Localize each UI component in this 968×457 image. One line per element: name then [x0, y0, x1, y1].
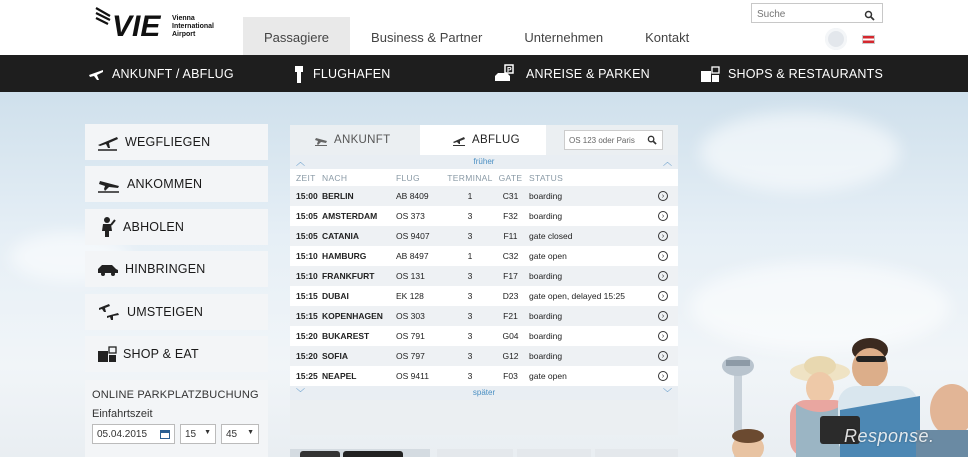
- chevron-down-icon: ▼: [204, 429, 211, 436]
- cell-gate: F17: [503, 271, 518, 281]
- cell-terminal: 3: [467, 271, 473, 281]
- cell-time: 15:15: [296, 291, 318, 301]
- table-row[interactable]: [290, 266, 678, 286]
- header: [0, 0, 968, 55]
- cell-status: boarding: [529, 311, 563, 321]
- pickup-person-icon: [97, 216, 117, 238]
- cell-flight: OS 131: [396, 271, 425, 281]
- departure-icon: [97, 133, 119, 151]
- cell-gate: F03: [503, 371, 518, 381]
- vie-logo-mark: [94, 6, 172, 40]
- sidebar-item-label: SHOP & EAT: [123, 347, 199, 361]
- arrival-icon: [97, 175, 121, 193]
- cell-status: gate open: [529, 371, 567, 381]
- table-row[interactable]: [290, 346, 678, 366]
- cell-to: CATANIA: [322, 231, 359, 241]
- cell-time: 15:10: [296, 251, 318, 261]
- nav-label: FLUGHAFEN: [313, 66, 391, 81]
- cell-gate: D23: [502, 291, 519, 301]
- car-parking-icon: [494, 64, 518, 84]
- chevron-right-icon[interactable]: ›: [658, 211, 668, 221]
- sidebar-item-label: HINBRINGEN: [125, 262, 206, 276]
- table-header: ZEIT NACH FLUG TERMINAL GATE STATUS: [296, 172, 564, 183]
- search-input[interactable]: [752, 6, 857, 24]
- nav-anreise-parken[interactable]: [494, 55, 650, 92]
- flight-panel: [290, 125, 678, 435]
- transfer-icon: [97, 302, 121, 322]
- table-row[interactable]: [290, 286, 678, 306]
- language-globe-icon[interactable]: [825, 28, 847, 50]
- logo-text: VIE: [112, 10, 161, 40]
- cell-gate: G04: [502, 331, 519, 341]
- logo-subtitle: Vienna International Airport: [172, 15, 215, 38]
- sidebar-item-shop-eat[interactable]: [85, 336, 268, 372]
- flight-table: [290, 155, 678, 400]
- cell-gate: F32: [503, 211, 518, 221]
- table-row[interactable]: [290, 306, 678, 326]
- table-row[interactable]: [290, 366, 678, 386]
- cell-time: 15:15: [296, 311, 318, 321]
- cell-time: 15:05: [296, 231, 318, 241]
- cell-gate: F21: [503, 311, 518, 321]
- site-search: [751, 3, 883, 23]
- sidebar-item-ankommen[interactable]: [85, 166, 268, 202]
- cell-time: 15:20: [296, 331, 318, 341]
- tab-ankunft[interactable]: ANKUNFT: [314, 125, 414, 155]
- cell-to: HAMBURG: [322, 251, 367, 261]
- nav-label: ANKUNFT / ABFLUG: [112, 66, 234, 81]
- promo-device: [300, 451, 340, 457]
- promo-strip: [437, 449, 513, 457]
- table-row[interactable]: [290, 206, 678, 226]
- cell-terminal: 1: [467, 251, 473, 261]
- response-watermark: Response.: [844, 426, 935, 446]
- chevron-up-icon[interactable]: ︿: [662, 157, 672, 167]
- cell-status: boarding: [529, 191, 563, 201]
- airplane-icon: [88, 67, 104, 81]
- cell-status: boarding: [529, 351, 563, 361]
- cell-terminal: 3: [467, 311, 473, 321]
- tab-business-partner[interactable]: Business & Partner: [371, 30, 483, 45]
- cell-flight: OS 9411: [396, 371, 429, 381]
- cell-time: 15:10: [296, 271, 318, 281]
- cell-to: NEAPEL: [322, 371, 357, 381]
- cell-terminal: 3: [467, 231, 473, 241]
- cell-status: boarding: [529, 271, 563, 281]
- cell-terminal: 3: [467, 351, 473, 361]
- cell-terminal: 3: [467, 211, 473, 221]
- search-icon[interactable]: [864, 8, 875, 26]
- flight-rows: [290, 186, 678, 386]
- cell-flight: AB 8497: [396, 251, 429, 261]
- cell-to: KOPENHAGEN: [322, 311, 383, 321]
- sidebar-item-label: WEGFLIEGEN: [125, 135, 211, 149]
- cell-to: SOFIA: [322, 351, 348, 361]
- chevron-right-icon[interactable]: ›: [658, 351, 668, 361]
- tab-passagiere[interactable]: Passagiere: [243, 17, 350, 55]
- cell-gate: C32: [502, 251, 519, 261]
- shop-icon: [700, 65, 720, 83]
- date-field[interactable]: 05.04.2015: [92, 424, 175, 444]
- chevron-right-icon[interactable]: ›: [658, 231, 668, 241]
- chevron-right-icon[interactable]: ›: [658, 251, 668, 261]
- chevron-right-icon[interactable]: ›: [658, 311, 668, 321]
- sidebar-item-umsteigen[interactable]: [85, 294, 268, 330]
- tab-unternehmen[interactable]: Unternehmen: [524, 30, 604, 45]
- cell-gate: G12: [502, 351, 519, 361]
- sidebar-item-wegfliegen[interactable]: [85, 124, 268, 160]
- cell-terminal: 3: [467, 331, 473, 341]
- cell-flight: EK 128: [396, 291, 424, 301]
- later-row[interactable]: ﹀ später ﹀: [290, 386, 678, 400]
- cell-to: BUKAREST: [322, 331, 370, 341]
- chevron-up-icon[interactable]: ︿: [296, 157, 306, 167]
- cell-status: gate closed: [529, 231, 573, 241]
- arrival-icon: [314, 134, 328, 146]
- promo-device: [343, 451, 403, 457]
- cell-time: 15:25: [296, 371, 318, 381]
- promo-strip: [595, 449, 678, 457]
- chevron-down-icon[interactable]: ﹀: [296, 388, 306, 398]
- nav-ankunft-abflug[interactable]: [88, 55, 234, 92]
- table-row[interactable]: [290, 186, 678, 206]
- cell-terminal: 1: [467, 191, 473, 201]
- search-icon[interactable]: [647, 135, 657, 147]
- nav-label: ANREISE & PARKEN: [526, 66, 650, 81]
- departure-icon: [452, 134, 466, 146]
- flight-search-input[interactable]: OS 123 oder Paris: [564, 130, 663, 150]
- chevron-down-icon[interactable]: ﹀: [662, 388, 672, 398]
- top-nav: [243, 17, 710, 55]
- main-navbar: [0, 55, 968, 92]
- nav-label: SHOPS & RESTAURANTS: [728, 66, 883, 81]
- sidebar-item-label: UMSTEIGEN: [127, 305, 204, 319]
- austria-flag-icon[interactable]: [862, 35, 875, 44]
- vie-logo[interactable]: [94, 6, 219, 44]
- cell-flight: OS 791: [396, 331, 425, 341]
- cloud: [700, 112, 900, 192]
- cell-time: 15:20: [296, 351, 318, 361]
- cell-status: boarding: [529, 331, 563, 341]
- chevron-right-icon[interactable]: ›: [658, 191, 668, 201]
- parking-title: ONLINE PARKPLATZBUCHUNG: [92, 389, 259, 401]
- chevron-right-icon[interactable]: ›: [658, 271, 668, 281]
- sidebar-item-label: ABHOLEN: [123, 220, 185, 234]
- minute-select[interactable]: 45 ▼: [221, 424, 259, 444]
- cell-terminal: 3: [467, 291, 473, 301]
- cell-to: FRANKFURT: [322, 271, 375, 281]
- chevron-down-icon: ▼: [247, 429, 254, 436]
- chevron-right-icon[interactable]: ›: [658, 291, 668, 301]
- cell-time: 15:05: [296, 211, 318, 221]
- car-icon: [97, 262, 119, 276]
- chevron-right-icon[interactable]: ›: [658, 371, 668, 381]
- earlier-row[interactable]: ︿ früher ︿: [290, 155, 678, 169]
- cell-flight: OS 9407: [396, 231, 430, 241]
- cell-to: DUBAI: [322, 291, 349, 301]
- table-row[interactable]: [290, 226, 678, 246]
- cell-status: gate open, delayed 15:25: [529, 291, 625, 301]
- tab-kontakt[interactable]: Kontakt: [645, 30, 690, 45]
- sidebar-item-hinbringen[interactable]: [85, 251, 268, 287]
- sidebar-item-abholen[interactable]: [85, 209, 268, 245]
- cell-status: boarding: [529, 211, 563, 221]
- cell-flight: AB 8409: [396, 191, 429, 201]
- sidebar-item-label: ANKOMMEN: [127, 177, 203, 191]
- parking-booking-panel: [85, 380, 268, 457]
- shop-icon: [97, 345, 117, 363]
- table-row[interactable]: [290, 246, 678, 266]
- cell-gate: C31: [502, 191, 519, 201]
- hour-select[interactable]: 15 ▼: [180, 424, 216, 444]
- nav-flughafen[interactable]: [293, 55, 391, 92]
- cell-to: BERLIN: [322, 191, 354, 201]
- cell-terminal: 3: [467, 371, 473, 381]
- table-row[interactable]: [290, 326, 678, 346]
- cell-flight: OS 303: [396, 311, 425, 321]
- promo-strip: [517, 449, 591, 457]
- tab-abflug[interactable]: ABFLUG: [420, 125, 546, 155]
- svg-text:P: P: [507, 66, 512, 74]
- entry-time-label: Einfahrtszeit: [92, 408, 153, 420]
- calendar-icon[interactable]: [160, 429, 170, 439]
- nav-shops-restaurants[interactable]: [700, 55, 883, 92]
- chevron-right-icon[interactable]: ›: [658, 331, 668, 341]
- cell-gate: F11: [503, 231, 518, 241]
- cell-flight: OS 373: [396, 211, 425, 221]
- tower-icon: [293, 64, 305, 84]
- cell-time: 15:00: [296, 191, 318, 201]
- cell-to: AMSTERDAM: [322, 211, 378, 221]
- cell-status: gate open: [529, 251, 567, 261]
- cell-flight: OS 797: [396, 351, 425, 361]
